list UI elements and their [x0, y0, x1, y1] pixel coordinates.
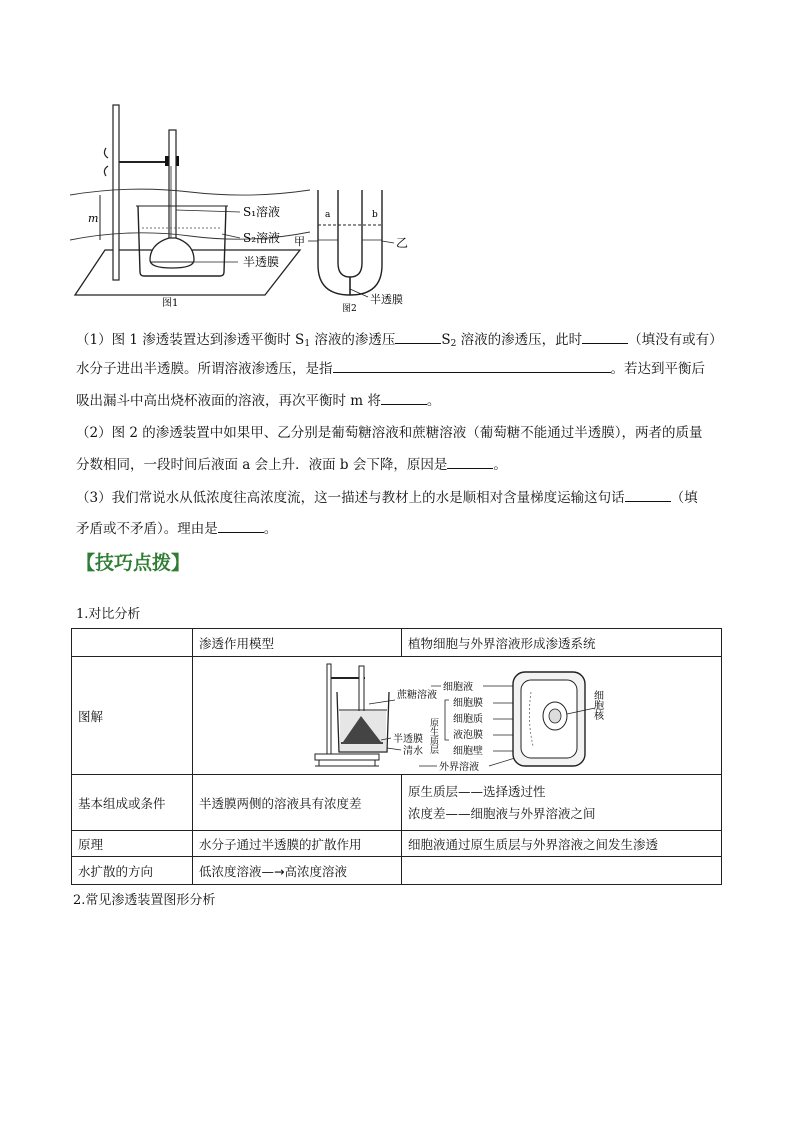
text-segment: 溶液的渗透压 — [310, 332, 396, 348]
diagram-label-cell-wall: 细胞壁 — [453, 745, 483, 757]
subscript: 1 — [304, 339, 311, 349]
answer-blank[interactable] — [381, 390, 427, 405]
figure-1-label-m: m — [88, 212, 99, 225]
table-row-label: 图解 — [72, 657, 193, 775]
answer-blank[interactable] — [218, 518, 264, 533]
table-row — [72, 857, 722, 885]
comparison-table — [71, 628, 722, 885]
table-cell: 半透膜两侧的溶液具有浓度差 — [193, 775, 402, 831]
diagram-label-nucleus: 细胞核 — [591, 689, 603, 720]
answer-blank[interactable] — [333, 358, 611, 373]
text-segment: 。 — [263, 521, 278, 537]
figure-1-osmosis-apparatus — [70, 100, 310, 315]
table-cell: 低浓度溶液—→高浓度溶液 — [193, 857, 402, 885]
text-segment: 矛盾或不矛盾）。理由是 — [76, 521, 218, 537]
answer-blank[interactable] — [625, 487, 671, 502]
figure-2-label-membrane: 半透膜 — [370, 293, 403, 306]
diagram-label-water: 清水 — [403, 745, 423, 757]
text-segment: 分数相同，一段时间后液面 a 会上升．液面 b 会下降，原因是 — [76, 457, 448, 473]
table-cell — [402, 775, 722, 831]
answer-blank[interactable] — [582, 329, 628, 344]
text-segment: 吸出漏斗中高出烧杯液面的溶液，再次平衡时 m 将 — [76, 393, 381, 409]
table-row-label: 水扩散的方向 — [72, 857, 193, 885]
diagram-cell — [193, 657, 722, 775]
question-3-line-1 — [76, 487, 736, 509]
figure-1-label-s1: S₁溶液 — [243, 205, 281, 219]
text-segment: （3）我们常说水从低浓度往高浓度流，这一描述与教材上的水是顺相对含量梯度运输这句话 — [76, 490, 625, 506]
table-cell-line: 原生质层——选择透过性 — [408, 783, 546, 799]
text-segment: （填 — [670, 490, 698, 506]
figure-2-label-jia: 甲 — [294, 235, 305, 248]
table-row-label: 原理 — [72, 831, 193, 857]
question-2-line-2 — [76, 454, 736, 476]
figure-2-caption: 图2 — [342, 304, 357, 314]
table-cell: 细胞液通过原生质层与外界溶液之间发生渗透 — [402, 831, 722, 857]
text-segment: 溶液的渗透压，此时 — [456, 332, 583, 348]
diagram-label-outside-solution: 外界溶液 — [439, 761, 479, 773]
question-1-line-1 — [76, 329, 736, 355]
section-title: 【技巧点拨】 — [76, 552, 191, 574]
answer-blank[interactable] — [395, 329, 441, 344]
diagram-label-cytoplasm: 细胞质 — [453, 713, 483, 725]
subsection-title-2: 2.常见渗透装置图形分析 — [73, 893, 216, 908]
text-segment: 水分子进出半透膜。所谓溶液渗透压，是指 — [76, 361, 333, 377]
table-row — [72, 629, 722, 657]
diagram-label-cell-membrane: 细胞膜 — [453, 697, 483, 709]
text-segment: （1）图 1 渗透装置达到渗透平衡时 S — [76, 332, 305, 348]
diagram-label-cell-sap: 细胞液 — [443, 681, 473, 693]
text-segment: （填没有或有） — [628, 332, 723, 348]
figure-2-label-a: a — [325, 210, 331, 220]
figure-1-caption: 图1 — [162, 298, 179, 309]
table-row-label: 基本组成或条件 — [72, 775, 193, 831]
subscript: 2 — [450, 339, 457, 349]
figure-1-label-s2: S₂溶液 — [243, 231, 281, 245]
text-segment: S — [441, 332, 451, 348]
answer-blank[interactable] — [447, 454, 493, 469]
table-header-cell: 植物细胞与外界溶液形成渗透系统 — [402, 629, 722, 657]
text-segment: （2）图 2 的渗透装置中如果甲、乙分别是葡萄糖溶液和蔗糖溶液（葡萄糖不能通过半透膜），两者的质量 — [76, 425, 703, 441]
question-1-line-2 — [76, 358, 736, 380]
diagram-label-protoplast: 原生质层 — [428, 717, 438, 754]
table-cell-line: 浓度差——细胞液与外界溶液之间 — [408, 805, 596, 821]
table-row — [72, 831, 722, 857]
diagram-label-vacuole-membrane: 液泡膜 — [453, 729, 483, 741]
figure-2-label-yi: 乙 — [396, 236, 409, 250]
table-cell-empty — [72, 629, 193, 657]
subsection-title-1: 1.对比分析 — [76, 607, 141, 622]
osmosis-comparison-diagram — [193, 658, 713, 774]
figure-2-label-b: b — [372, 210, 378, 220]
diagram-label-sucrose: 蔗糖溶液 — [397, 689, 437, 701]
diagram-label-membrane: 半透膜 — [393, 733, 423, 745]
figure-1-label-membrane: 半透膜 — [243, 255, 280, 269]
question-2-line-1 — [76, 423, 736, 444]
question-3-line-2 — [76, 518, 736, 540]
table-cell: 水分子通过半透膜的扩散作用 — [193, 831, 402, 857]
text-segment: 。若达到平衡后 — [610, 361, 705, 377]
question-1-line-3 — [76, 390, 736, 412]
text-segment: 。 — [493, 457, 507, 473]
text-segment: 。 — [426, 393, 441, 409]
table-header-cell: 渗透作用模型 — [193, 629, 402, 657]
table-row — [72, 775, 722, 831]
figure-2-u-tube — [290, 185, 440, 315]
table-row — [72, 657, 722, 775]
table-cell — [402, 857, 722, 885]
